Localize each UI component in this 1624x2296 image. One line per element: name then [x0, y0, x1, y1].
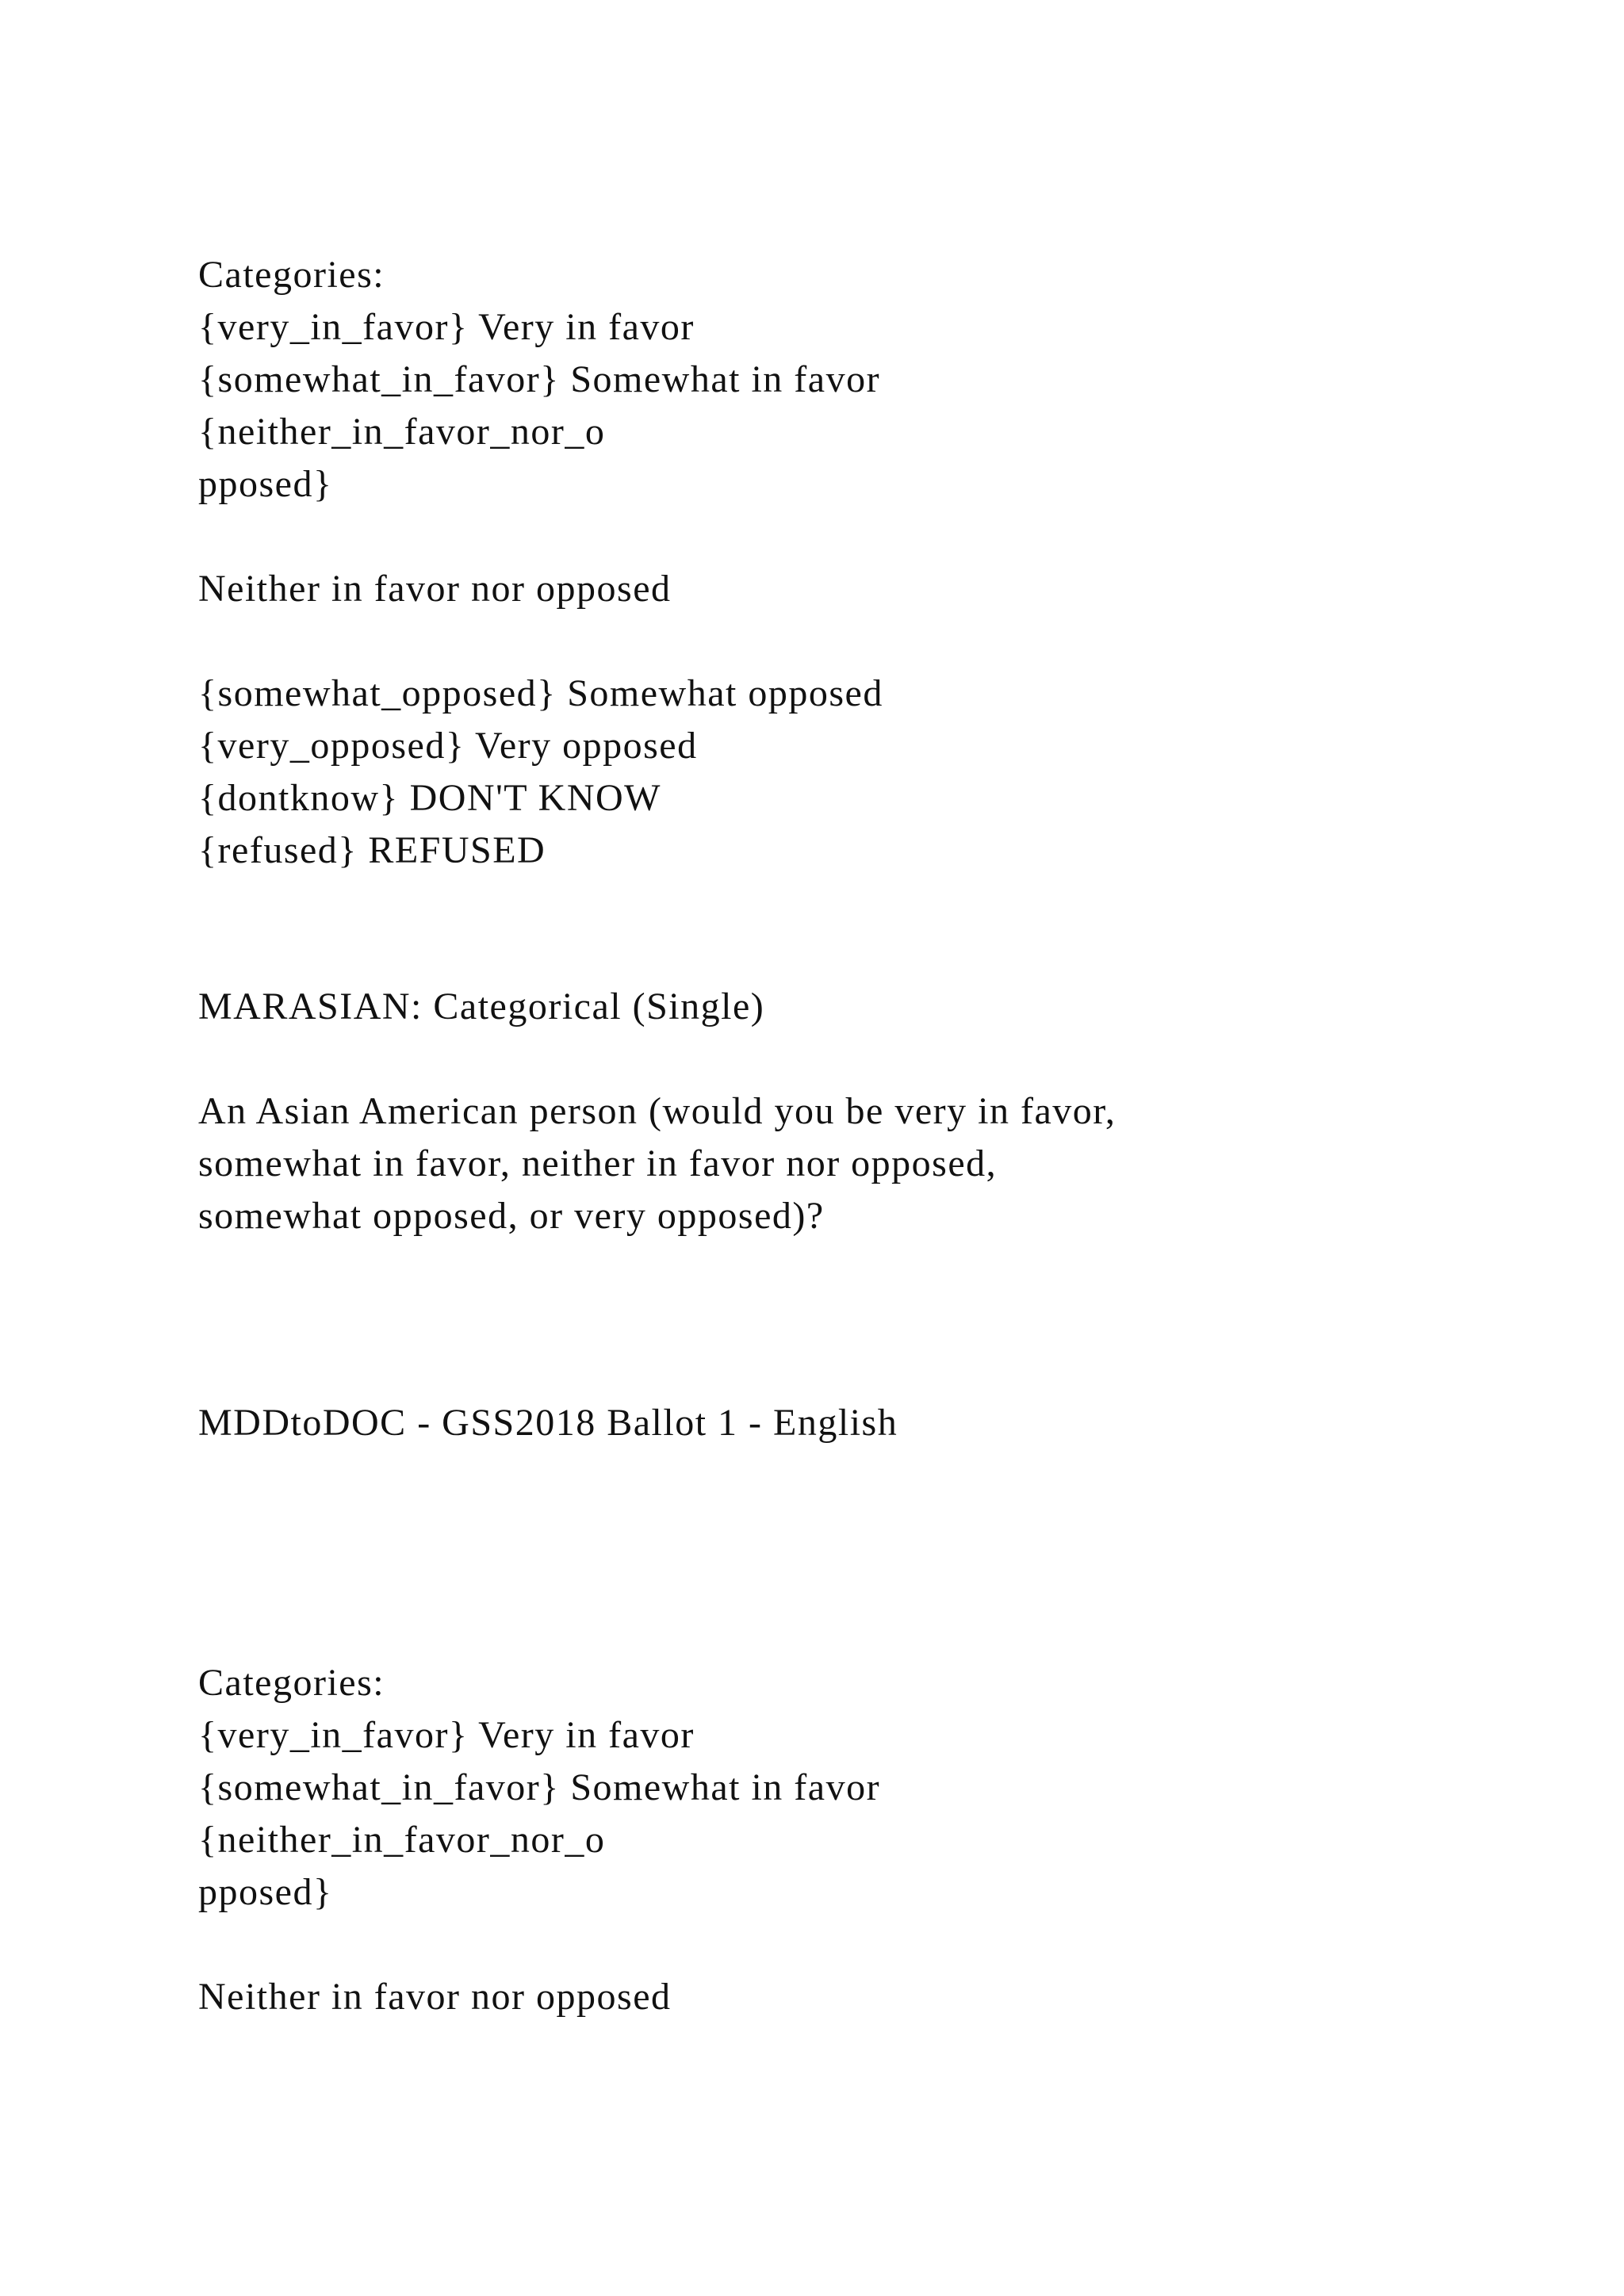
category-neither-code-part1: {neither_in_favor_nor_o — [198, 411, 606, 453]
category-very-in-favor: {very_in_favor} Very in favor — [198, 306, 695, 348]
question-text-line-2: somewhat in favor, neither in favor nor opposed, — [198, 1142, 998, 1184]
category-somewhat-in-favor: {somewhat_in_favor} Somewhat in favor — [198, 1766, 881, 1808]
document-source-footer: MDDtoDOC - GSS2018 Ballot 1 - English — [198, 1402, 898, 1444]
category-neither-code-part2: pposed} — [198, 1871, 333, 1913]
category-somewhat-opposed: {somewhat_opposed} Somewhat opposed — [198, 672, 883, 714]
category-very-opposed: {very_opposed} Very opposed — [198, 725, 698, 767]
question-text-line-1: An Asian American person (would you be very in favor, — [198, 1090, 1116, 1132]
categories-heading: Categories: — [198, 1662, 385, 1704]
question-text-line-3: somewhat opposed, or very opposed)? — [198, 1195, 825, 1237]
category-neither-label: Neither in favor nor opposed — [198, 568, 672, 610]
category-neither-code-part2: pposed} — [198, 463, 333, 505]
category-dontknow: {dontknow} DON'T KNOW — [198, 777, 661, 819]
category-refused: {refused} REFUSED — [198, 829, 546, 871]
categories-heading: Categories: — [198, 254, 385, 296]
category-somewhat-in-favor: {somewhat_in_favor} Somewhat in favor — [198, 358, 881, 400]
category-very-in-favor: {very_in_favor} Very in favor — [198, 1714, 695, 1756]
category-neither-label: Neither in favor nor opposed — [198, 1976, 672, 2018]
question-id: MARASIAN: Categorical (Single) — [198, 985, 765, 1027]
category-neither-code-part1: {neither_in_favor_nor_o — [198, 1819, 606, 1861]
